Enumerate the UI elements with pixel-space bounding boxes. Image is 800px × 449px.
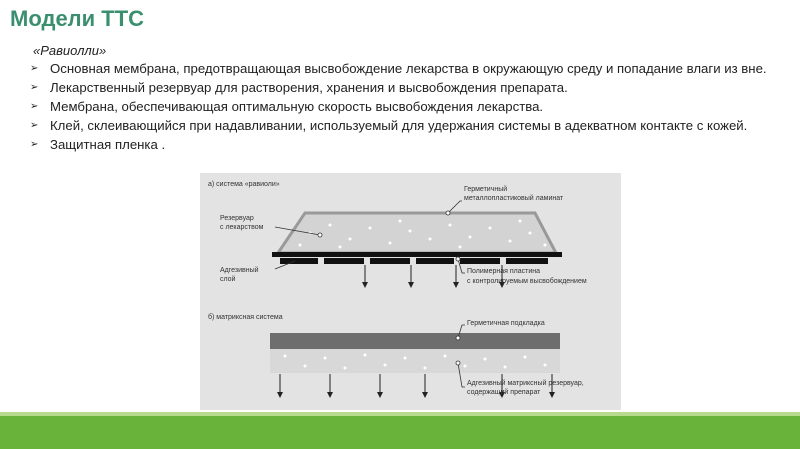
arrow-bullet-icon: ➢ (30, 120, 39, 131)
list-item (30, 118, 795, 134)
arrow-bullet-icon: ➢ (30, 82, 39, 93)
list-item (30, 80, 795, 96)
arrow-bullet-icon: ➢ (30, 139, 39, 150)
label-matrix-line1: Адгезивный матриксный резервуар, (467, 380, 584, 387)
bullet-text: Клей, склеивающийся при надавливании, используемый для удержания системы в адекватном контакте с кожей. (50, 118, 748, 133)
panel-a-title: а) система «равиоли» (208, 181, 280, 188)
label-membrane-line1: Полимерная пластина (467, 268, 541, 275)
adhesive-layer (280, 258, 548, 264)
tts-diagram (200, 173, 621, 410)
list-item (30, 137, 795, 153)
label-adhesive-line1: Адгезивный (220, 267, 259, 274)
label-membrane-line2: с контролируемым высвобождением (467, 278, 587, 285)
bullet-text: Мембрана, обеспечивающая оптимальную скорость высвобождения лекарства. (50, 99, 544, 114)
label-reservoir-line1: Резервуар (220, 215, 254, 222)
slide-subtitle: «Равиолли» (33, 43, 107, 58)
list-item (30, 99, 795, 115)
footer-bar (0, 416, 800, 449)
bullet-list (30, 61, 795, 156)
arrow-bullet-icon: ➢ (30, 63, 39, 74)
arrow-bullet-icon: ➢ (30, 101, 39, 112)
label-backing: Герметичная подкладка (467, 320, 545, 327)
bullet-text: Лекарственный резервуар для растворения, хранения и высвобождения препарата. (50, 80, 568, 95)
label-laminate-line2: металлопластиковый ламинат (464, 195, 564, 202)
backing-layer (270, 333, 560, 349)
bullet-text: Основная мембрана, предотвращающая высвобождение лекарства в окружающую среду и попадание влаги из вне. (50, 61, 767, 76)
bullet-text: Защитная пленка . (50, 137, 166, 152)
label-reservoir-line2: с лекарством (220, 224, 264, 231)
label-adhesive-line2: слой (220, 276, 236, 283)
matrix-reservoir (270, 349, 560, 373)
label-laminate-line1: Герметичный (464, 186, 508, 193)
panel-b-title: б) матриксная система (208, 314, 283, 321)
slide-title: Модели ТТС (10, 6, 145, 31)
list-item (30, 61, 795, 77)
label-matrix-line2: содержащий препарат (467, 389, 541, 396)
tts-diagram-figure (200, 173, 621, 410)
polymer-membrane (272, 252, 562, 257)
